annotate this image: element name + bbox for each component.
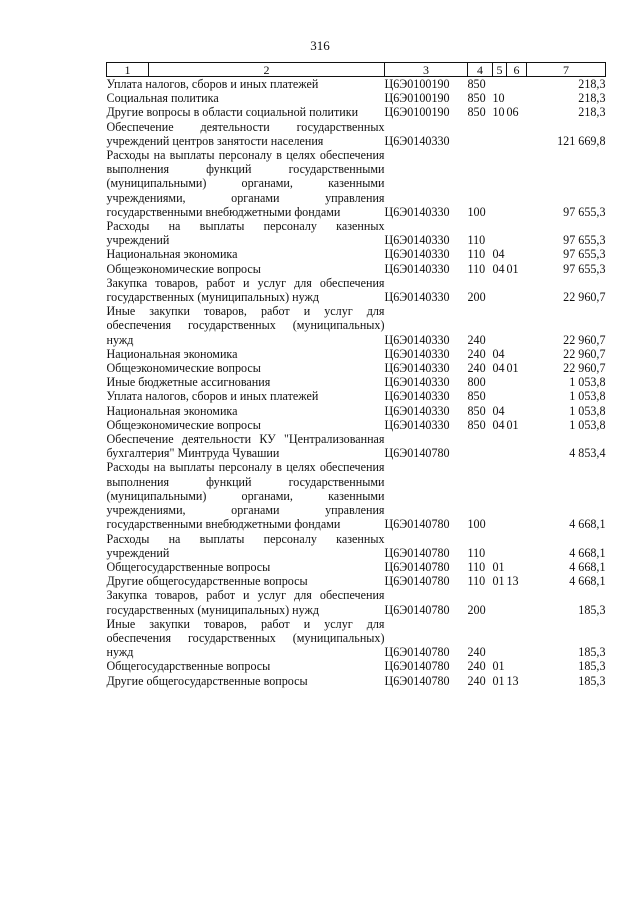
table-row — [107, 432, 606, 460]
table-row — [107, 560, 606, 574]
table-row — [107, 77, 606, 92]
row-section — [493, 148, 507, 219]
table-row — [107, 404, 606, 418]
row-section: 01 — [492, 559, 505, 574]
row-name: Расходы на выплаты персоналу казенных учреждений — [106, 219, 385, 248]
row-subsection — [507, 588, 527, 616]
table-row — [107, 418, 606, 432]
row-amount: 218,3 — [578, 91, 606, 106]
row-section — [493, 219, 507, 247]
row-amount: 185,3 — [578, 659, 606, 674]
row-vr: 200 — [467, 602, 486, 617]
row-vr: 200 — [467, 290, 486, 305]
row-subsection — [507, 617, 527, 660]
row-name: Уплата налогов, сборов и иных платежей — [106, 77, 319, 91]
row-amount: 22 960,7 — [563, 332, 606, 347]
page-number: 316 — [310, 38, 330, 53]
row-code: Ц6Э0140330 — [384, 332, 450, 347]
header-col-7: 7 — [527, 63, 606, 77]
row-code: Ц6Э0140330 — [384, 403, 450, 418]
header-col-6: 6 — [507, 63, 527, 77]
table-row — [107, 262, 606, 276]
row-vr: 240 — [467, 673, 486, 688]
row-subsection — [507, 276, 527, 304]
table-row — [107, 617, 606, 660]
header-col-3: 3 — [385, 63, 468, 77]
table-row — [107, 389, 606, 403]
table-row — [107, 532, 606, 560]
row-vr: 110 — [467, 559, 486, 574]
row-vr: 100 — [467, 204, 486, 219]
row-code: Ц6Э0140330 — [384, 389, 450, 404]
table-row — [107, 574, 606, 588]
row-section: 04 — [492, 417, 505, 432]
row-section — [493, 389, 507, 403]
row-name: Другие вопросы в области социальной политики — [106, 105, 359, 120]
row-amount: 1 053,8 — [569, 389, 606, 404]
row-code: Ц6Э0100190 — [384, 91, 450, 106]
row-code: Ц6Э0100190 — [384, 105, 450, 120]
row-amount: 22 960,7 — [563, 346, 606, 361]
row-subsection: 06 — [506, 105, 519, 120]
row-name: Закупка товаров, работ и услуг для обеспечения государственных (муниципальных) нужд — [106, 588, 385, 617]
row-subsection — [507, 304, 527, 347]
row-vr: 240 — [467, 361, 486, 376]
row-subsection — [507, 219, 527, 247]
row-name: Обеспечение деятельности государственных учреждений центров занятости населения — [106, 119, 385, 148]
row-subsection — [507, 389, 527, 403]
row-vr: 850 — [467, 105, 486, 120]
row-amount: 185,3 — [578, 673, 606, 688]
row-vr: 240 — [467, 346, 486, 361]
row-subsection — [507, 91, 527, 105]
row-subsection: 01 — [506, 361, 519, 376]
table-row — [107, 91, 606, 105]
table-row — [107, 460, 606, 531]
row-name: Общеэкономические вопросы — [106, 417, 261, 432]
row-section — [493, 532, 507, 560]
row-name: Обеспечение деятельности КУ "Централизованная бухгалтерия" Минтруда Чувашии — [106, 432, 385, 461]
row-amount: 97 655,3 — [563, 247, 606, 262]
row-vr: 240 — [467, 332, 486, 347]
table-row — [107, 148, 606, 219]
row-amount: 97 655,3 — [563, 233, 606, 248]
row-section — [493, 276, 507, 304]
row-section — [493, 432, 507, 460]
row-section: 01 — [492, 574, 505, 589]
table-row — [107, 375, 606, 389]
row-subsection — [507, 659, 527, 673]
table-row — [107, 105, 606, 119]
row-section — [493, 460, 507, 531]
row-code: Ц6Э0140330 — [384, 204, 450, 219]
row-code: Ц6Э0100190 — [384, 77, 450, 91]
row-name: Национальная экономика — [106, 346, 238, 361]
header-col-5: 5 — [493, 63, 507, 77]
row-subsection: 13 — [506, 673, 519, 688]
row-code: Ц6Э0140330 — [384, 290, 450, 305]
row-name: Расходы на выплаты персоналу в целях обеспечения выполнения функций государственными (муниципальными) органами, казенными учреждениями, органами управления государственными внебюджетными фондами — [106, 148, 385, 219]
row-subsection: 13 — [506, 574, 519, 589]
row-name: Иные закупки товаров, работ и услуг для обеспечения государственных (муниципальных) нужд — [106, 304, 385, 347]
row-subsection — [507, 77, 527, 92]
row-name: Расходы на выплаты персоналу в целях обеспечения выполнения функций государственными (муниципальными) органами, казенными учреждениями, органами управления государственными внебюджетными фондами — [106, 460, 385, 532]
row-code: Ц6Э0140330 — [384, 417, 450, 432]
row-name: Общеэкономические вопросы — [106, 261, 261, 276]
row-section: 04 — [492, 361, 505, 376]
row-code: Ц6Э0140330 — [384, 361, 450, 376]
row-subsection — [507, 432, 527, 460]
row-name: Закупка товаров, работ и услуг для обеспечения государственных (муниципальных) нужд — [106, 275, 385, 305]
table-row — [107, 659, 606, 673]
row-section — [493, 588, 507, 616]
row-code: Ц6Э0140780 — [384, 559, 450, 574]
row-code: Ц6Э0140780 — [384, 574, 450, 589]
row-vr: 240 — [467, 659, 486, 674]
row-vr: 110 — [467, 233, 486, 248]
row-amount: 185,3 — [578, 645, 606, 660]
row-section: 04 — [492, 261, 505, 276]
row-name: Национальная экономика — [106, 247, 238, 262]
row-amount: 22 960,7 — [563, 290, 606, 305]
row-amount: 218,3 — [578, 77, 606, 91]
row-amount: 97 655,3 — [563, 204, 606, 219]
row-vr — [468, 432, 493, 460]
row-name: Другие общегосударственные вопросы — [106, 673, 308, 688]
row-name: Национальная экономика — [106, 403, 238, 418]
row-section — [493, 77, 507, 92]
row-amount: 1 053,8 — [569, 403, 606, 418]
row-name: Уплата налогов, сборов и иных платежей — [106, 389, 319, 404]
row-code: Ц6Э0140330 — [384, 233, 450, 248]
row-code: Ц6Э0140330 — [384, 375, 450, 390]
row-section: 10 — [492, 105, 505, 120]
row-amount: 4 668,1 — [569, 574, 606, 589]
row-subsection — [507, 347, 527, 361]
table-row — [107, 304, 606, 347]
row-name: Общеэкономические вопросы — [106, 361, 261, 376]
row-subsection — [507, 247, 527, 261]
row-vr: 850 — [467, 403, 486, 418]
row-code: Ц6Э0140780 — [384, 545, 450, 560]
budget-table — [106, 62, 606, 688]
row-vr: 110 — [467, 247, 486, 262]
row-amount: 1 053,8 — [569, 375, 606, 390]
row-section: 04 — [492, 403, 505, 418]
row-section: 10 — [492, 91, 505, 106]
row-name: Общегосударственные вопросы — [106, 659, 271, 674]
row-code: Ц6Э0140780 — [384, 446, 450, 461]
row-code: Ц6Э0140780 — [384, 602, 450, 617]
row-amount: 4 668,1 — [569, 517, 606, 532]
row-section: 01 — [492, 673, 505, 688]
row-vr: 850 — [467, 91, 486, 106]
header-col-1: 1 — [107, 63, 149, 77]
row-vr: 800 — [467, 375, 486, 390]
row-subsection — [507, 560, 527, 574]
header-col-4: 4 — [468, 63, 493, 77]
table-row — [107, 361, 606, 375]
row-vr: 850 — [467, 417, 486, 432]
row-code: Ц6Э0140780 — [384, 517, 450, 532]
table-row — [107, 276, 606, 304]
row-vr: 110 — [467, 545, 486, 560]
row-code: Ц6Э0140780 — [384, 645, 450, 660]
table-row — [107, 219, 606, 247]
row-amount: 218,3 — [578, 105, 606, 120]
row-name: Иные бюджетные ассигнования — [106, 375, 271, 390]
row-subsection: 01 — [506, 261, 519, 276]
row-vr: 110 — [467, 261, 486, 276]
row-subsection — [507, 120, 527, 148]
row-amount: 97 655,3 — [563, 261, 606, 276]
row-vr: 240 — [467, 645, 486, 660]
row-code: Ц6Э0140330 — [384, 133, 450, 148]
row-section: 04 — [492, 247, 505, 262]
row-name: Другие общегосударственные вопросы — [106, 574, 308, 589]
row-code: Ц6Э0140780 — [384, 673, 450, 688]
row-vr: 850 — [467, 389, 486, 404]
row-vr: 100 — [467, 517, 486, 532]
row-section: 04 — [492, 346, 505, 361]
row-name: Расходы на выплаты персоналу казенных учреждений — [106, 531, 385, 560]
row-name: Иные закупки товаров, работ и услуг для обеспечения государственных (муниципальных) нужд — [106, 616, 385, 660]
table-row — [107, 588, 606, 616]
header-col-2: 2 — [149, 63, 385, 77]
row-amount: 4 668,1 — [569, 545, 606, 560]
row-code: Ц6Э0140780 — [384, 659, 450, 674]
row-subsection — [507, 148, 527, 219]
row-subsection — [507, 404, 527, 418]
row-amount: 4 668,1 — [569, 559, 606, 574]
row-section — [493, 375, 507, 389]
row-subsection — [507, 532, 527, 560]
header-row — [107, 63, 606, 77]
row-vr — [468, 120, 493, 148]
row-code: Ц6Э0140330 — [384, 247, 450, 262]
row-code: Ц6Э0140330 — [384, 261, 450, 276]
row-vr: 850 — [467, 77, 486, 91]
row-amount: 4 853,4 — [569, 446, 606, 461]
row-amount: 121 669,8 — [557, 133, 606, 148]
row-name: Социальная политика — [106, 91, 219, 106]
row-section — [493, 304, 507, 347]
row-subsection — [507, 375, 527, 389]
table-row — [107, 347, 606, 361]
row-vr: 110 — [467, 574, 486, 589]
row-subsection — [507, 460, 527, 531]
row-name: Общегосударственные вопросы — [106, 559, 271, 574]
row-amount: 185,3 — [578, 602, 606, 617]
table-row — [107, 120, 606, 148]
row-section: 01 — [492, 659, 505, 674]
row-code: Ц6Э0140330 — [384, 346, 450, 361]
row-section — [493, 617, 507, 660]
row-amount: 22 960,7 — [563, 361, 606, 376]
row-amount: 1 053,8 — [569, 417, 606, 432]
row-section — [493, 120, 507, 148]
table-row — [107, 247, 606, 261]
table-row — [107, 674, 606, 688]
row-subsection: 01 — [506, 417, 519, 432]
